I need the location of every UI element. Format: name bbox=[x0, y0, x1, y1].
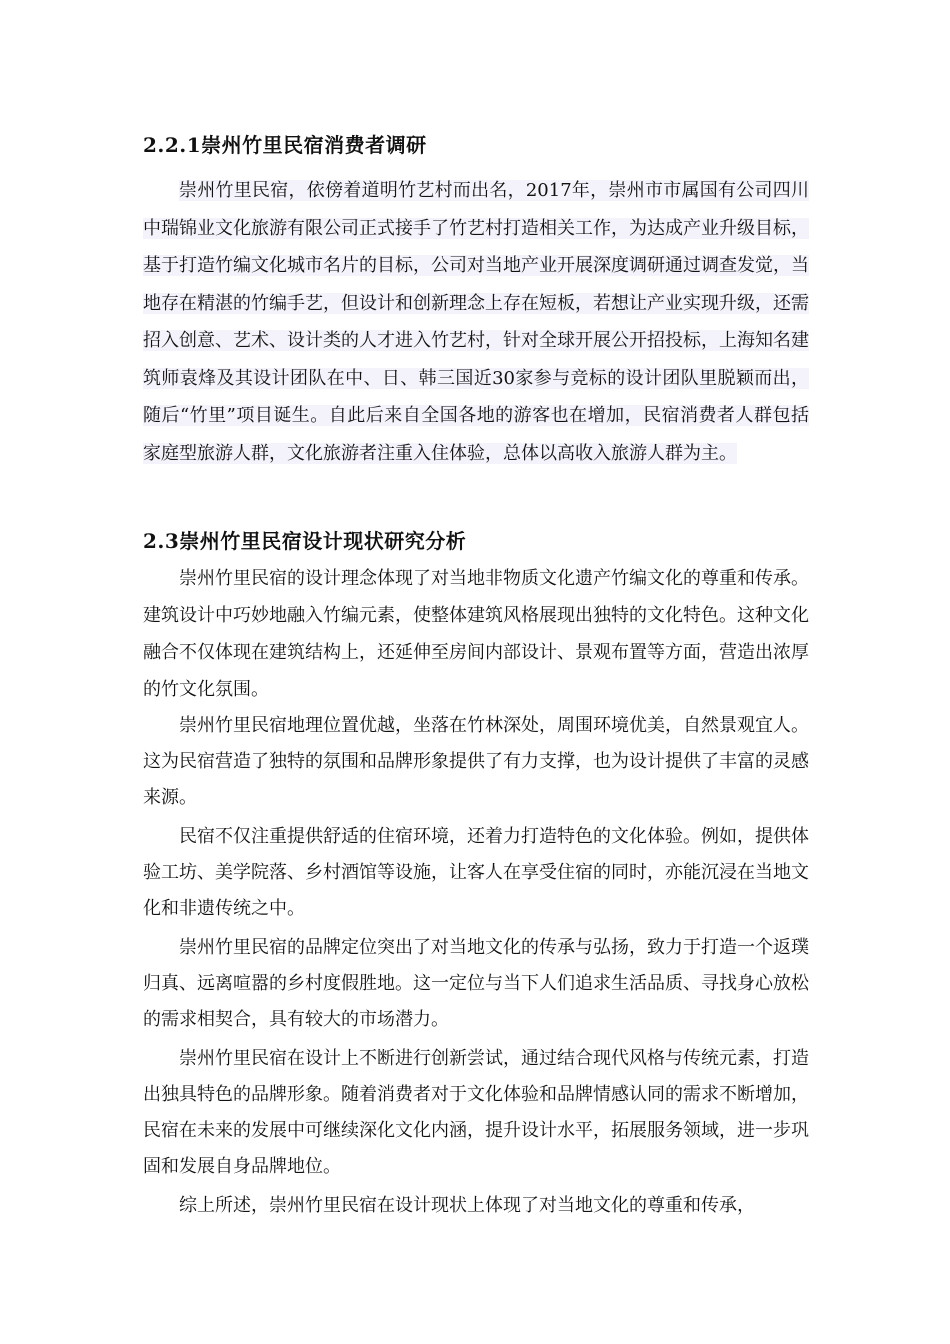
cultural-experience-paragraph: 民宿不仅注重提供舒适的住宿环境，还着力打造特色的文化体验。例如，提供体验工坊、美学院落、乡村酒馆等设施，让客人在享受住宿的同时，亦能沉浸在当地文化和非遗传统之中。 bbox=[143, 826, 809, 919]
consumer-research-paragraph bbox=[143, 172, 809, 472]
paragraph-text: 崇州竹里民宿，依傍着道明竹艺村而出名，2017年，崇州市市属国有公司四川中瑞锦业文化旅游有限公司正式接手了竹艺村打造相关工作，为达成产业升级目标，基于打造竹编文化城市名片的目标，公司对当地产业开展深度调研通过调查发觉，当地存在精湛的竹编手艺，但设计和创新理念上存在短板，若想让产业实现升级，还需招入创意、艺术、设计类的人才进入竹艺村，针对全球开展公开招投标，上海知名建筑师袁烽及其设计团队在中、日、韩三国近30家参与竞标的设计团队里脱颖而出，随后“竹里”项目诞生。自此后来自全国各地的游客也在增加，民宿消费者人群包括家庭型旅游人群，文化旅游者注重入住体验，总体以高收入旅游人群为主。 bbox=[143, 180, 809, 464]
innovation-paragraph: 崇州竹里民宿在设计上不断进行创新尝试，通过结合现代风格与传统元素，打造出独具特色的品牌形象。随着消费者对于文化体验和品牌情感认同的需求不断增加，民宿在未来的发展中可继续深化文化内涵，提升设计水平，拓展服务领域，进一步巩固和发展自身品牌地位。 bbox=[143, 1048, 809, 1177]
location-paragraph: 崇州竹里民宿地理位置优越，坐落在竹林深处，周围环境优美，自然景观宜人。这为民宿营造了独特的氛围和品牌形象提供了有力支撑，也为设计提供了丰富的灵感来源。 bbox=[143, 715, 809, 808]
design-concept-paragraph: 崇州竹里民宿的设计理念体现了对当地非物质文化遗产竹编文化的尊重和传承。建筑设计中巧妙地融入竹编元素，使整体建筑风格展现出独特的文化特色。这种文化融合不仅体现在建筑结构上，还延伸至房间内部设计、景观布置等方面，营造出浓厚的竹文化氛围。 bbox=[143, 568, 809, 700]
section-heading-2-3: 2.3崇州竹里民宿设计现状研究分析 bbox=[143, 529, 467, 553]
brand-positioning-paragraph: 崇州竹里民宿的品牌定位突出了对当地文化的传承与弘扬，致力于打造一个返璞归真、远离喧嚣的乡村度假胜地。这一定位与当下人们追求生活品质、寻找身心放松的需求相契合，具有较大的市场潜力。 bbox=[143, 937, 809, 1030]
summary-paragraph: 综上所述，崇州竹里民宿在设计现状上体现了对当地文化的尊重和传承， bbox=[179, 1195, 755, 1216]
section-heading-2-2-1: 2.2.1崇州竹里民宿消费者调研 bbox=[143, 133, 427, 157]
